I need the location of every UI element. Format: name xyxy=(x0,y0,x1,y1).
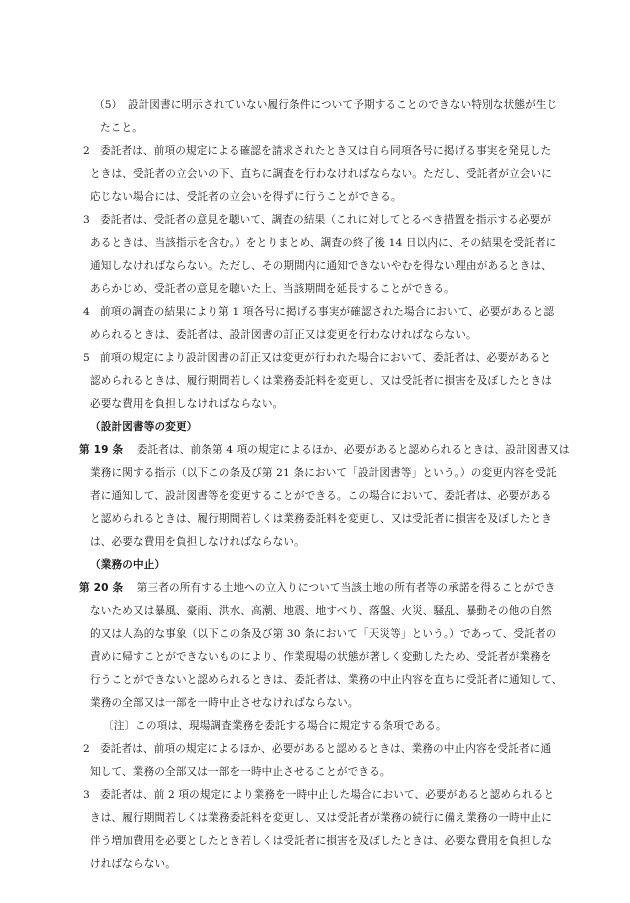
article-20-para-3-number: 3 xyxy=(83,789,90,801)
article-20-line-5: 行うことができないと認められるときは、委託者は、業務の中止内容を直ちに受託者に通知して、 xyxy=(90,674,563,686)
para-2-line-1: 委託者は、前項の規定による確認を請求されたとき又は自ら同項各号に掲げる事実を発見した xyxy=(100,145,552,157)
article-20-para-3-line-3: 伴う増加費用を必要としたとき若しくは受託者に損害を及ぼしたときは、必要な費用を負担しな xyxy=(90,835,552,847)
article-20-line-4: 責めに帰すことができないものにより、作業現場の状態が著しく変動したため、受託者が業務を xyxy=(90,651,552,663)
article-20-label: 第 20 条 xyxy=(79,582,124,594)
para-5-line-1: 前項の規定により設計図書の訂正又は変更が行われた場合において、委託者は、必要があると xyxy=(100,352,552,364)
para-5-line-3: 必要な費用を負担しなければならない。 xyxy=(90,398,284,410)
article-20-para-2-number: 2 xyxy=(83,743,90,755)
article-20-para-2-line-1: 委託者は、前項の規定によるほか、必要があると認めるときは、業務の中止内容を受託者に通 xyxy=(100,743,552,755)
article-19-line-1: 委託者は、前条第 4 項の規定によるほか、必要があると認められるときは、設計図書又は xyxy=(126,444,570,456)
article-19-line-3: 者に通知して、設計図書等を変更することができる。この場合において、委託者は、必要がある xyxy=(90,490,552,502)
para-3-number: 3 xyxy=(83,214,90,226)
article-20-heading: （業務の中止） xyxy=(90,559,166,571)
article-20-line-6: 業務の全部又は一部を一時中止させなければならない。 xyxy=(90,697,359,709)
para-2-line-2: ときは、受託者の立会いの下、直ちに調査を行わなければならない。ただし、受託者が立会いに xyxy=(90,168,552,180)
para-3-line-2: あるときは、当該指示を含む。）をとりまとめ、調査の終了後 14 日以内に、その結果を受託者に xyxy=(90,237,557,249)
item-5-line-1: （5） 設計図書に明示されていない履行条件について予期することのできない特別な状態が生じ xyxy=(94,99,558,111)
article-20-para-3-line-1: 委託者は、前 2 項の規定により業務を一時中止した場合において、必要があると認められると xyxy=(100,789,555,801)
para-5-line-2: 認められるときは、履行期間若しくは業務委託料を変更し、又は受託者に損害を及ぼしたときは xyxy=(90,375,552,387)
article-20-line-2: ないため又は暴風、豪雨、洪水、高潮、地震、地すべり、落盤、火災、騒乱、暴動その他の自然 xyxy=(90,605,552,617)
para-3-line-1: 委託者は、受託者の意見を聴いて、調査の結果（これに対してとるべき措置を指示する必要が xyxy=(100,214,552,226)
article-20-note: 〔注〕この項は、現場調査業務を委託する場合に規定する条項である。 xyxy=(103,720,447,732)
article-19-line-5: は、必要な費用を負担しなければならない。 xyxy=(90,536,305,548)
para-4-number: 4 xyxy=(83,306,90,318)
para-4-line-2: められるときは、委託者は、設計図書の訂正又は変更を行わなければならない。 xyxy=(90,329,477,341)
para-4-line-1: 前項の調査の結果により第 1 項各号に掲げる事実が確認された場合において、必要があると認 xyxy=(100,306,555,318)
article-19-heading: （設計図書等の変更） xyxy=(90,421,198,433)
article-20-line-3: 的又は人為的な事象（以下この条及び第 30 条において「天災等」という。）であって、受託者の xyxy=(90,628,557,640)
article-19-line-4: と認められるときは、履行期間若しくは業務委託料を変更し、又は受託者に損害を及ぼしたとき xyxy=(90,513,552,525)
article-20-para-3-line-2: きは、履行期間若しくは業務委託料を変更し、又は受託者が業務の続行に備え業務の一時中止に xyxy=(90,812,552,824)
article-19-label: 第 19 条 xyxy=(79,444,124,456)
para-3-line-4: あらかじめ、受託者の意見を聴いた上、当該期間を延長することができる。 xyxy=(90,283,455,295)
para-2-number: 2 xyxy=(83,145,90,157)
article-20-para-2-line-2: 知して、業務の全部又は一部を一時中止させることができる。 xyxy=(90,766,391,778)
para-5-number: 5 xyxy=(83,352,90,364)
article-20-para-3-line-4: ければならない。 xyxy=(90,858,176,870)
article-20-line-1: 第三者の所有する土地への立入りについて当該土地の所有者等の承諾を得ることができ xyxy=(126,582,556,594)
para-2-line-3: 応じない場合には、受託者の立会いを得ずに行うことができる。 xyxy=(90,191,402,203)
article-19-line-2: 業務に関する指示（以下この条及び第 21 条において「設計図書等」という。）の変更内容を受託 xyxy=(90,467,557,479)
item-5-line-2: たこと。 xyxy=(100,122,143,134)
para-3-line-3: 通知しなければならない。ただし、その期間内に通知できないやむを得ない理由があるときは、 xyxy=(90,260,552,272)
